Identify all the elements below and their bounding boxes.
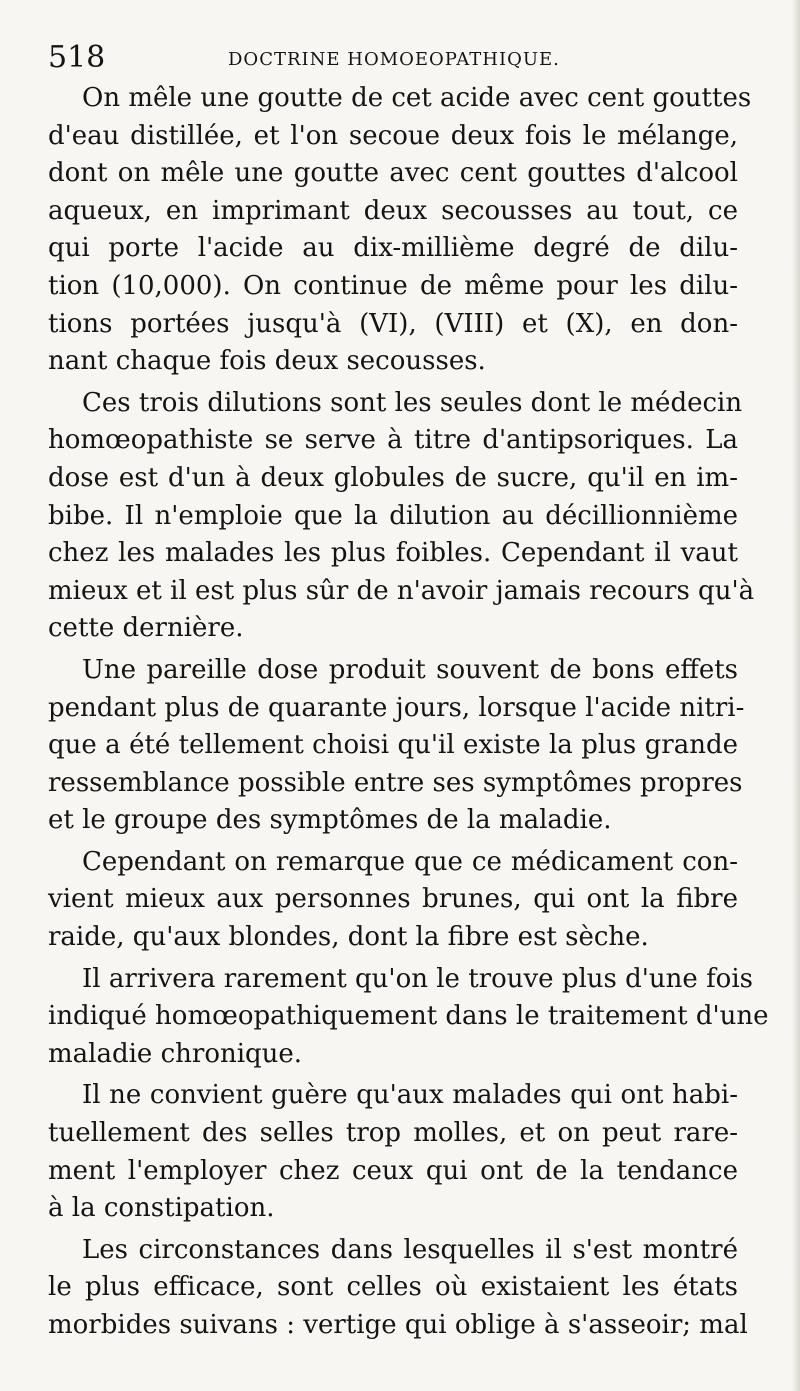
text-line: ressemblance possible entre ses symptômes propres [48,767,743,798]
paragraph [48,844,738,957]
text-line: dont on mêle une goutte avec cent gouttes d'alcool [48,158,738,189]
text-line: aqueux, en imprimant deux secousses au tout, ce [48,195,738,226]
text-line: qui porte l'acide au dix-millième degré de dilu- [48,233,738,264]
text-line: Les circonstances dans lesquelles il s'est montré [82,1234,738,1265]
text-line: Une pareille dose produit souvent de bons effets [82,654,738,685]
text-line: morbides suivans : vertige qui oblige à s'asseoir; mal [48,1310,748,1340]
text-line: tuellement des selles trop molles, et on peut rare- [48,1118,738,1149]
page-header [48,40,760,80]
text-line: dose est d'un à deux globules de sucre, qu'il en im- [48,462,738,493]
running-title: DOCTRINE HOMOEOPATHIQUE. [228,49,560,70]
text-line: raide, qu'aux blondes, dont la fibre est sèche. [48,922,649,953]
text-line: Ces trois dilutions sont les seules dont le médecin [82,387,743,418]
page-edge-shadow [792,0,800,1391]
text-line: On mêle une goutte de cet acide avec cent gouttes [82,83,752,113]
text-line: cette dernière. [48,613,244,644]
paragraph [48,1232,748,1345]
text-line: tions portées jusqu'à (VI), (VIII) et (X), en don- [48,308,738,339]
text-line: homœopathiste se serve à titre d'antipsoriques. La [48,425,738,456]
paragraph [48,961,769,1074]
text-line: nant chaque fois deux secousses. [48,346,486,377]
text-line: vient mieux aux personnes brunes, qui ont la fibre [48,884,738,915]
text-line: mieux et il est plus sûr de n'avoir jamais recours qu'à [48,575,755,606]
paragraph [48,80,752,381]
text-line: bibe. Il n'emploie que la dilution au décillionnième [48,500,738,531]
text-line: chez les malades les plus foibles. Cependant il vaut [48,538,738,569]
text-line: que a été tellement choisi qu'il existe la plus grande [48,730,738,761]
text-line: ment l'employer chez ceux qui ont de la tendance [48,1155,738,1186]
text-line: Il ne convient guère qu'aux malades qui ont habi- [82,1080,738,1111]
text-line: Cependant on remarque que ce médicament con- [82,846,738,877]
text-line: le plus efficace, sont celles où existaient les états [48,1272,738,1303]
text-line: indiqué homœopathiquement dans le traitement d'une [48,1001,769,1032]
paragraph [48,385,755,648]
text-line: et le groupe des symptômes de la maladie. [48,805,612,836]
text-line: Il arrivera rarement qu'on le trouve plus d'une fois [82,963,753,994]
text-line: tion (10,000). On continue de même pour les dilu- [48,270,738,301]
body-text [48,80,769,1349]
paragraph [48,652,745,840]
paragraph [48,1077,738,1227]
text-line: à la constipation. [48,1193,275,1224]
text-line: maladie chronique. [48,1038,303,1069]
text-line: pendant plus de quarante jours, lorsque l'acide nitri- [48,692,745,723]
page-number: 518 [48,40,106,75]
text-line: d'eau distillée, et l'on secoue deux fois le mélange, [48,120,738,151]
